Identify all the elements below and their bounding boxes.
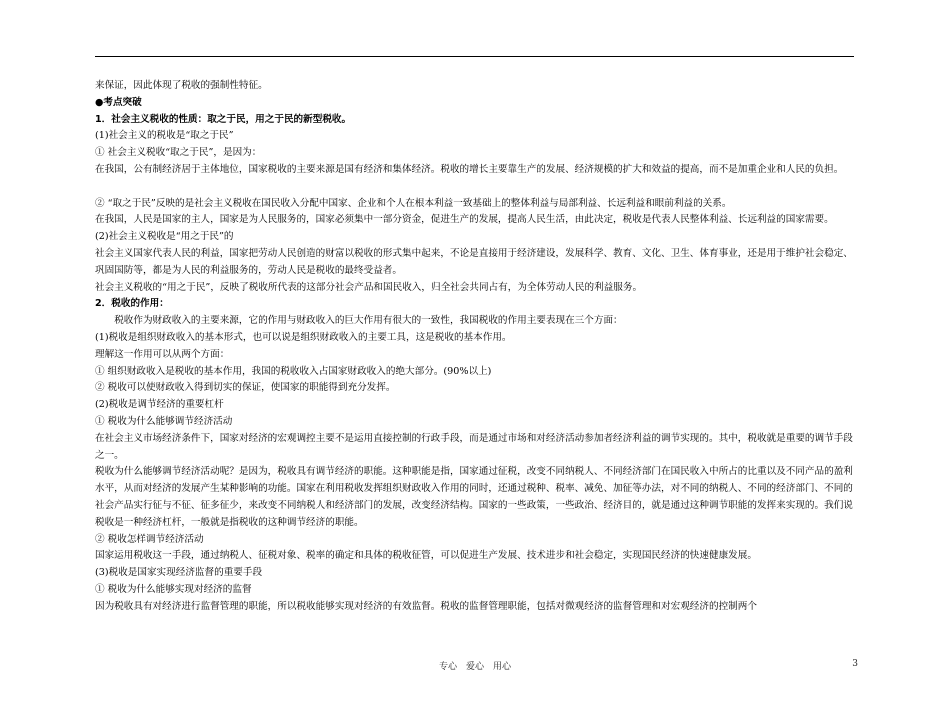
paragraph: (1)社会主义的税收是“取之于民”	[95, 130, 234, 142]
paragraph: 理解这一作用可以从两个方面：	[95, 348, 230, 360]
paragraph: ② “取之于民”反映的是社会主义税收在国民收入分配中国家、企业和个人在根本利益一致基础上的整体利益与局部利益、长远利益和眼前利益的关系。	[95, 197, 732, 209]
paragraph: 国家运用税收这一手段，通过纳税人、征税对象、税率的确定和具体的税收征管，可以促进生产发展、技术进步和社会稳定，实现国民经济的快速健康发展。	[95, 550, 757, 562]
paragraph: 税收为什么能够调节经济活动呢？是因为，税收具有调节经济的职能。这种职能是指，国家通过征税，改变不同纳税人、不同经济部门在国民收入中所占的比重以及不同产品的盈利水平，从而对经济的发展产生某种影响的功能。国家在利用税收发挥组织财政收入作用的同时，还通过税种、税率、减免、加征等办法，对不同的纳税人、不同的经济部门、不同的社会产品实行征与不征、征多征少，来改变不同纳税人和经济部门的发展，改变经济结构。国家的一些政策，一些政治、经济目的，就是通过这种调节职能的发挥来实现的。我们说税收是一种经济杠杆，一般就是指税收的这种调节经济的职能。	[95, 466, 853, 528]
paragraph: ② 税收可以使财政收入得到切实的保证，使国家的职能得到充分发挥。	[95, 382, 396, 394]
paragraph: 在我国，公有制经济居于主体地位，国家税收的主要来源是国有经济和集体经济。税收的增长主要靠生产的发展、经济规模的扩大和效益的提高，而不是加重企业和人民的负担。	[95, 163, 844, 175]
header-rule	[95, 56, 854, 57]
section-heading: 2．税收的作用：	[95, 298, 169, 310]
paragraph: 税收作为财政收入的主要来源，它的作用与财政收入的巨大作用有很大的一致性，我国税收的作用主要表现在三个方面：	[114, 315, 623, 327]
paragraph: ① 社会主义税收“取之于民”，是因为：	[95, 147, 262, 159]
paragraph: 在我国，人民是国家的主人，国家是为人民服务的，国家必须集中一部分资金，促进生产的发展，提高人民生活，由此决定，税收是代表人民整体利益、长远利益的国家需要。	[95, 214, 834, 226]
footer-motto: 专心 爱心 用心	[438, 662, 511, 672]
paragraph: (2)社会主义税收是“用之于民”的	[95, 231, 234, 243]
paragraph: 社会主义税收的“用之于民”，反映了税收所代表的这部分社会产品和国民收入，归全社会共同占有，为全体劳动人民的利益服务。	[95, 281, 643, 293]
blank-line	[95, 179, 857, 196]
document-body	[95, 78, 857, 616]
paragraph: 来保证，因此体现了税收的强制性特征。	[95, 80, 268, 91]
paragraph: 社会主义国家代表人民的利益，国家把劳动人民创造的财富以税收的形式集中起来，不论是直接用于经济建设，发展科学、教育、文化、卫生、体育事业，还是用于维护社会稳定、巩固国防等，都是为人民的利益服务的，劳动人民是税收的最终受益者。	[95, 247, 853, 276]
paragraph: ① 组织财政收入是税收的基本作用，我国的税收收入占国家财政收入的绝大部分。(90%以上)	[95, 365, 492, 377]
paragraph: ① 税收为什么能够调节经济活动	[95, 415, 233, 427]
paragraph: (3)税收是国家实现经济监督的重要手段	[95, 567, 263, 579]
section-heading: 1．社会主义税收的性质：取之于民，用之于民的新型税收。	[95, 113, 352, 125]
paragraph: (1)税收是组织财政收入的基本形式，也可以说是组织财政收入的主要工具，这是税收的基本作用。	[95, 331, 512, 343]
paragraph: (2)税收是调节经济的重要杠杆	[95, 399, 224, 411]
paragraph: ② 税收怎样调节经济活动	[95, 533, 204, 545]
page-number: 3	[852, 659, 858, 669]
section-heading: ●考点突破	[95, 96, 142, 108]
paragraph: 因为税收具有对经济进行监督管理的职能，所以税收能够实现对经济的有效监督。税收的监督管理职能，包括对微观经济的监督管理和对宏观经济的控制两个	[95, 600, 757, 612]
paragraph: 在社会主义市场经济条件下，国家对经济的宏观调控主要不是运用直接控制的行政手段，而是通过市场和对经济活动参加者经济利益的调节实现的。其中，税收就是重要的调节手段之一。	[95, 432, 853, 461]
paragraph: ① 税收为什么能够实现对经济的监督	[95, 583, 252, 595]
